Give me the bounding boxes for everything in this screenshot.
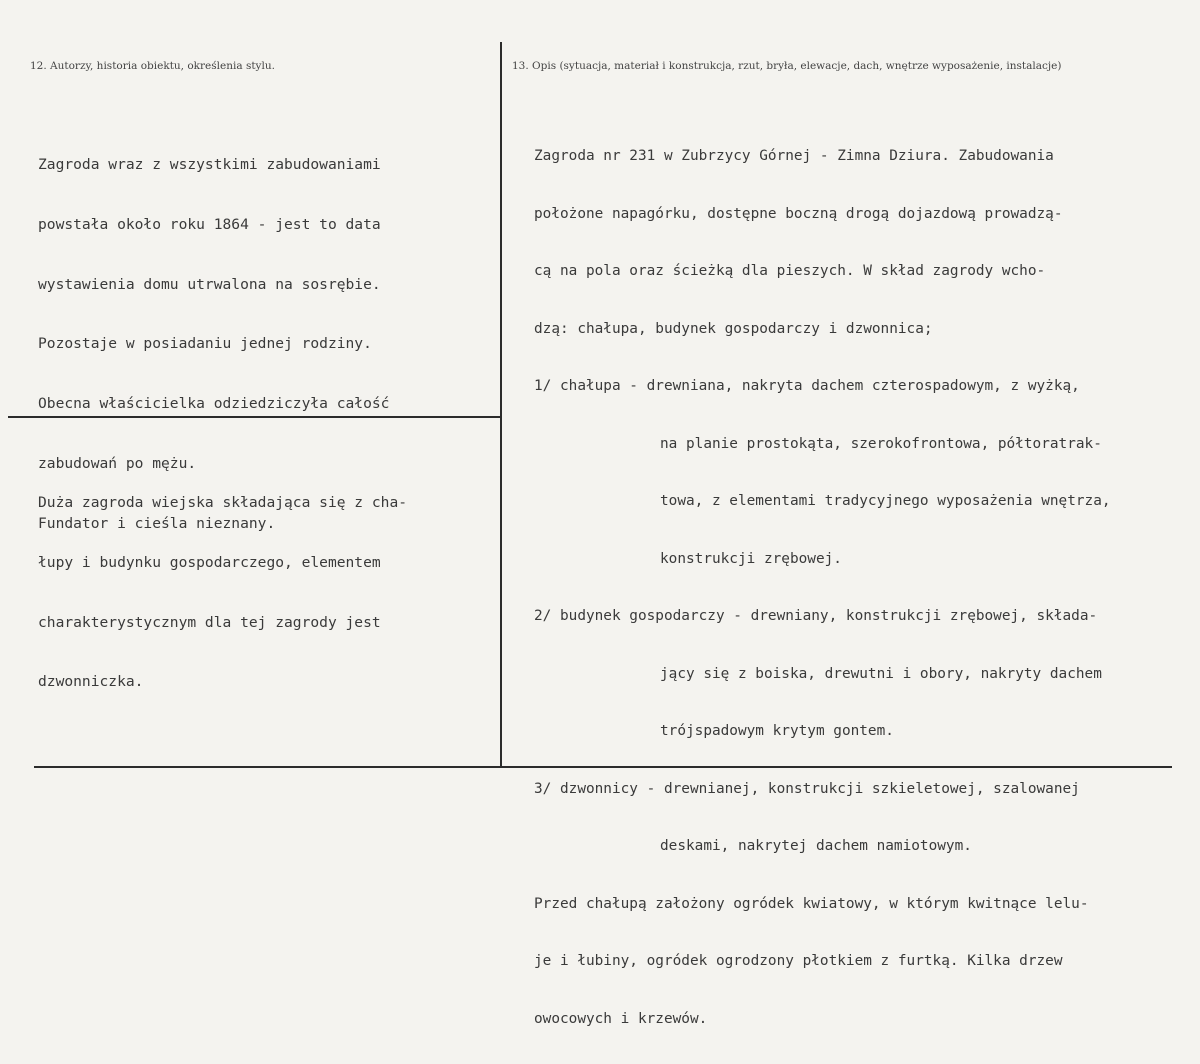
description-line: konstrukcji zrębowej.: [660, 550, 842, 567]
history-line: wystawienia domu utrwalona na sosrębie.: [38, 275, 381, 293]
description-line: jący się z boiska, drewutni i obory, nakryty dachem: [660, 665, 1102, 682]
description-line: deskami, nakrytej dachem namiotowym.: [660, 838, 972, 854]
section-13-heading: 13. Opis (sytuacja, materiał i konstrukcja, rzut, bryła, elewacje, dach, wnętrze wyposażenie, instalacje): [512, 60, 1062, 72]
vertical-divider: [500, 42, 502, 768]
description-line: cą na pola oraz ścieżką dla pieszych. W skład zagrody wcho-: [534, 263, 1046, 279]
summary-text-block: [38, 456, 407, 729]
history-line: Pozostaje w posiadaniu jednej rodziny.: [38, 335, 372, 353]
history-line: Fundator i cieśla nieznany.: [38, 514, 276, 532]
description-text-block: [534, 112, 1111, 1064]
description-line: 2/ budynek gospodarczy - drewniany, konstrukcji zrębowej, składa-: [534, 608, 1098, 624]
description-line: Przed chałupą założony ogródek kwiatowy, w którym kwitnące lelu-: [534, 895, 1089, 912]
history-line: zabudowań po mężu.: [38, 454, 197, 472]
summary-line: charakterystycznym dla tej zagrody jest: [38, 613, 381, 631]
description-line: owocowych i krzewów.: [534, 1010, 708, 1027]
description-line: 3/ dzwonnicy - drewnianej, konstrukcji szkieletowej, szalowanej: [534, 780, 1080, 797]
summary-line: łupy i budynku gospodarczego, elementem: [38, 553, 381, 571]
description-line: 1/ chałupa - drewniana, nakryta dachem czterospadowym, z wyżką,: [534, 378, 1080, 394]
summary-line: dzwonniczka.: [38, 673, 144, 691]
description-line: na planie prostokąta, szerokofrontowa, półtoratrak-: [660, 435, 1102, 452]
history-line: Obecna właścicielka odziedziczyła całość: [38, 395, 390, 413]
description-line: dzą: chałupa, budynek gospodarczy i dzwonnica;: [534, 320, 933, 337]
history-line: powstała około roku 1864 - jest to data: [38, 215, 381, 233]
description-line: trójspadowym krytym gontem.: [660, 723, 894, 739]
section-12-heading: 12. Autorzy, historia obiektu, określenia stylu.: [30, 60, 275, 72]
summary-line: Duża zagroda wiejska składająca się z cha-: [38, 494, 408, 511]
description-line: je i łubiny, ogródek ogrodzony płotkiem z furtką. Kilka drzew: [534, 953, 1063, 969]
history-line: Zagroda wraz z wszystkimi zabudowaniami: [38, 156, 381, 173]
description-line: towa, z elementami tradycyjnego wyposażenia wnętrza,: [660, 493, 1111, 509]
description-line: położone napagórku, dostępne boczną drogą dojazdową prowadzą-: [534, 205, 1063, 222]
description-line: Zagroda nr 231 w Zubrzycy Górnej - Zimna Dziura. Zabudowania: [534, 148, 1054, 164]
